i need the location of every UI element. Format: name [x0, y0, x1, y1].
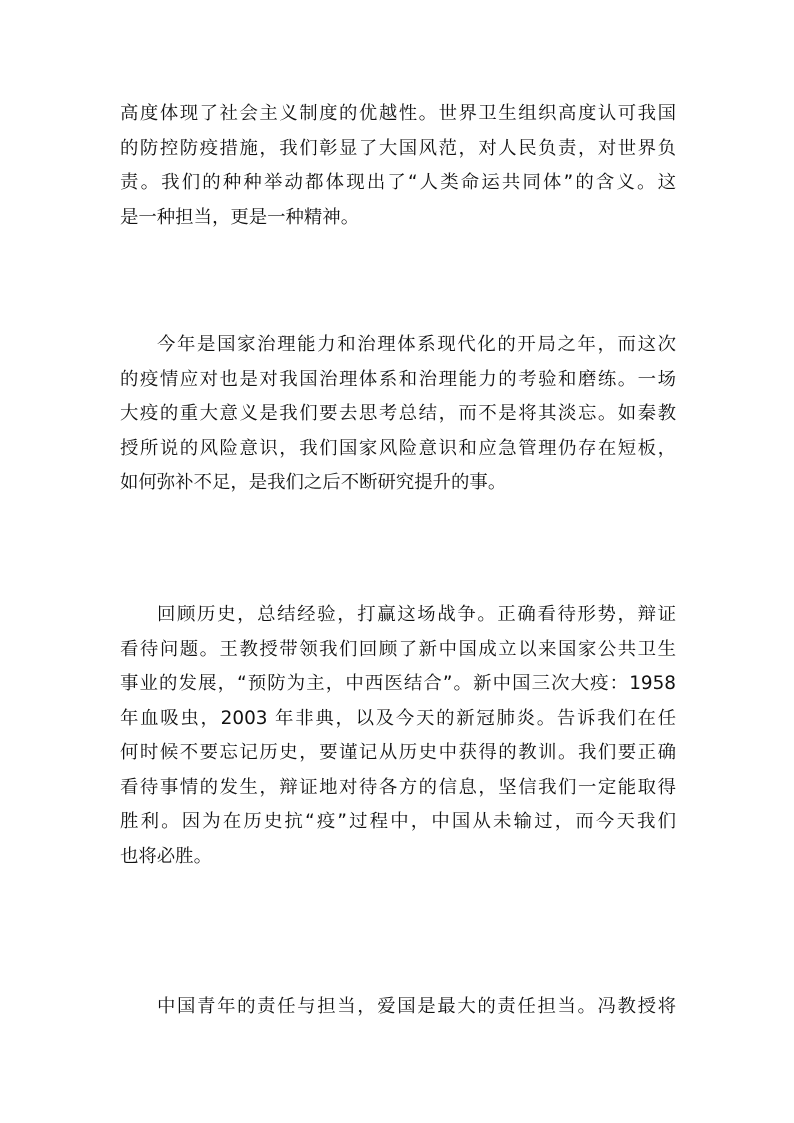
text-line: 看待事情的发生，辩证地对待各方的信息，坚信我们一定能取得 [120, 776, 676, 798]
text-line: 年血吸虫，2003 年非典，以及今天的新冠肺炎。告诉我们在任 [120, 707, 676, 729]
text-line: 回顾历史，总结经验，打赢这场战争。正确看待形势，辩证 [157, 604, 676, 625]
text-line: 也将必胜。 [120, 845, 212, 867]
paragraph-youth-responsibility [120, 990, 676, 1025]
text-line: 看待问题。王教授带领我们回顾了新中国成立以来国家公共卫生 [120, 638, 676, 660]
text-line: 的疫情应对也是对我国治理体系和治理能力的考验和磨练。一场 [120, 368, 676, 390]
text-line: 的防控防疫措施，我们彰显了大国风范，对人民负责，对世界负 [120, 137, 676, 159]
text-line: 责。我们的种种举动都体现出了“人类命运共同体”的含义。这 [120, 172, 676, 193]
text-line: 何时候不要忘记历史，要谨记从历史中获得的教训。我们要正确 [120, 742, 676, 763]
text-line: 中国青年的责任与担当，爱国是最大的责任担当。冯教授将 [157, 996, 676, 1017]
text-line: 是一种担当，更是一种精神。 [120, 206, 360, 228]
paragraph-socialist-system [120, 97, 676, 235]
text-line: 如何弥补不足，是我们之后不断研究提升的事。 [120, 472, 507, 493]
text-line: 胜利。因为在历史抗“疫”过程中，中国从未输过，而今天我们 [120, 811, 676, 832]
paragraph-history [120, 598, 676, 874]
text-line: 高度体现了社会主义制度的优越性。世界卫生组织高度认可我国 [120, 103, 676, 124]
text-line: 大疫的重大意义是我们要去思考总结，而不是将其淡忘。如秦教 [120, 403, 676, 424]
text-line: 授所说的风险意识，我们国家风险意识和应急管理仍存在短板， [120, 437, 676, 459]
text-line: 今年是国家治理能力和治理体系现代化的开局之年，而这次 [157, 334, 676, 355]
text-line: 事业的发展，“预防为主，中西医结合”。新中国三次大疫：1958 [120, 673, 676, 694]
paragraph-governance [120, 328, 676, 501]
